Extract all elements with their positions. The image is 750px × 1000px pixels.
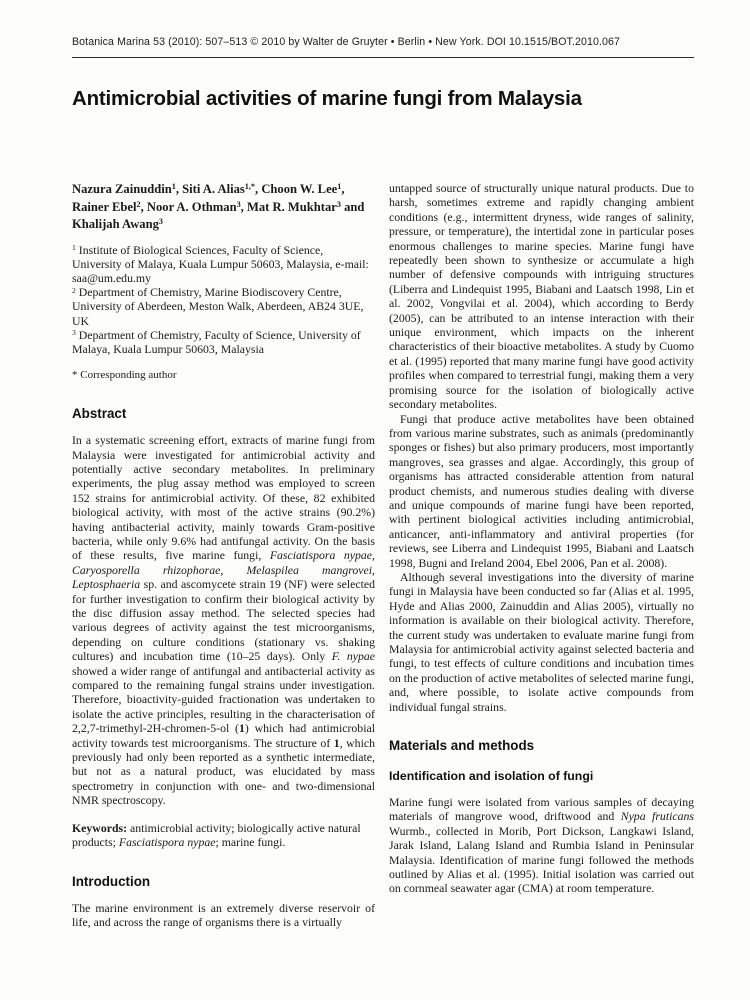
abstract-heading: Abstract [72,406,127,422]
affiliation-3: $^3$ Department of Chemistry, Faculty of Science, University of Malaya, Kuala Lumpur 50603, Malaysia [72,327,361,356]
affiliation-1: $^1$ Institute of Biological Sciences, Faculty of Science, University of Malaya, Kuala Lumpur 50603, Malaysia, e-mail: saa@um.edu.my [72,242,369,285]
left-column [72,181,375,929]
keywords-line: Keywords: antimicrobial activity; biologically active natural products; Fasciatispora nypae; marine fungi. [72,820,361,850]
introduction-paragraph-1: The marine environment is an extremely diverse reservoir of life, and across the range of organisms there is a virtually [72,900,375,929]
introduction-paragraph-2: Fungi that produce active metabolites have been obtained from various marine substrates, such as animals (predominantly sponges or fishes) but also primary producers, most importantly mangroves, sea grasses and algae. Accordingly, this group of organisms has attracted considerable attention from natural product chemists, and numerous studies dealing with diverse and unique compounds of marine fungi have been reported, with pertinent biological activities including antimicrobial, anticancer, anti-inflammatory and antiviral properties (for reviews, see Liberra and Lindequist 1995, Biabani and Laatsch 1998, Bugni and Ireland 2004, Ebel 2006, Pan et al. 2008). [389,411,694,570]
materials-methods-heading: Materials and methods [389,738,535,754]
introduction-paragraph-3: Although several investigations into the diversity of marine fungi in Malaysia have been conducted so far (Alias et al. 1995, Hyde and Alias 2000, Zainuddin and Alias 2005), virtually no information is available on their biological activity. Therefore, the current study was undertaken to evaluate marine fungi from Malaysia for antimicrobial activity against selected bacteria and fungi, to test effects of culture conditions and incubation times on the production of active metabolites of selected marine fungi, and, where possible, to isolate active compounds from individual fungal strains. [389,569,694,714]
corresponding-author-note: * Corresponding author [72,369,177,382]
journal-citation-line: Botanica Marina 53 (2010): 507–513 © 2010 by Walter de Gruyter • Berlin • New York. DOI 10.1515/BOT.2010.067 [72,36,620,48]
header-rule [72,57,694,58]
right-column [389,181,694,929]
article-body [72,181,694,929]
authors-line: Nazura Zainuddin$^1$, Siti A. Alias$^{1,*}$, Choon W. Lee$^1$, Rainer Ebel$^2$, Noor A. Othman$^3$, Mat R. Mukhtar$^3$ and Khalijah Awang$^3$ [72,182,365,231]
affiliation-2: $^2$ Department of Chemistry, Marine Biodiscovery Centre, University of Aberdeen, Meston Walk, Aberdeen, AB24 3UE, UK [72,285,364,328]
affiliations-block [72,243,375,357]
abstract-text: In a systematic screening effort, extracts of marine fungi from Malaysia were investigated for antimicrobial activity and potentially active secondary metabolites. In preliminary experiments, the plug assay method was employed to screen 152 strains for antimicrobial activity. Of these, 82 exhibited biological activity, with most of the active strains (90.2%) having antibacterial activity, mainly towards Gram-positive bacteria, while only 9.6% had antifungal activity. On the basis of these results, five marine fungi, Fasciatispora nypae, Caryosporella rhizophorae, Melaspilea mangrovei, Leptosphaeria sp. and ascomycete strain 19 (NF) were selected for further investigation to confirm their biological activity by the disc diffusion assay method. The selected species had various degrees of activity against the test microorganisms, depending on culture conditions (stationary vs. shaking cultures) and incubation time (10–25 days). Only F. nypae showed a wider range of antifungal and antibacterial activity as compared to the remaining fungal strains under investigation. Therefore, bioactivity-guided fractionation was undertaken to isolate the active principles, resulting in the characterisation of 2,2,7-trimethyl-2H-chromen-5-ol (1) which had antimicrobial activity towards test microorganisms. The structure of 1, which previously had only been reported as a synthetic intermediate, but not as a natural product, was elucidated by mass spectrometry in conjunction with one- and two-dimensional NMR spectroscopy. [72,433,375,808]
methods-paragraph: Marine fungi were isolated from various samples of decaying materials of mangrove wood, driftwood and Nypa fruticans Wurmb., collected in Morib, Port Dickson, Langkawi Island, Jarak Island, Lalang Island and Rumbia Island in Peninsular Malaysia. Identification of marine fungi followed the methods outlined by Alias et al. (1995). Initial isolation was carried out on cornmeal seawater agar (CMA) at room temperature. [389,795,695,896]
identification-isolation-subheading: Identification and isolation of fungi [389,769,594,784]
introduction-paragraph-continuation: untapped source of structurally unique natural products. Due to harsh, sometimes extreme and rapidly changing ambient conditions (e.g., intermittent dryness, wide ranges of salinity, pressure, or temperature), the intertidal zone in particular poses enormous challenges to marine species. Marine fungi have repeatedly been shown to synthesize or accumulate a high number of defensive compounds with intriguing structures (Liberra and Lindequist 1995, Biabani and Laatsch 1998, Lin et al. 2002, Vongvilai et al. 2004), which according to Berdy (2005), can be attributed to an intense interaction with their unique environment, which impacts on the inherent characteristics of their bioactive metabolites. A study by Cuomo et al. (1995) reported that many marine fungi have good activity profiles when compared to terrestrial fungi, making them a very promising source for the isolation of biologically active secondary metabolites. [389,181,694,412]
introduction-heading: Introduction [72,873,151,889]
article-title: Antimicrobial activities of marine fungi from Malaysia [72,87,582,110]
